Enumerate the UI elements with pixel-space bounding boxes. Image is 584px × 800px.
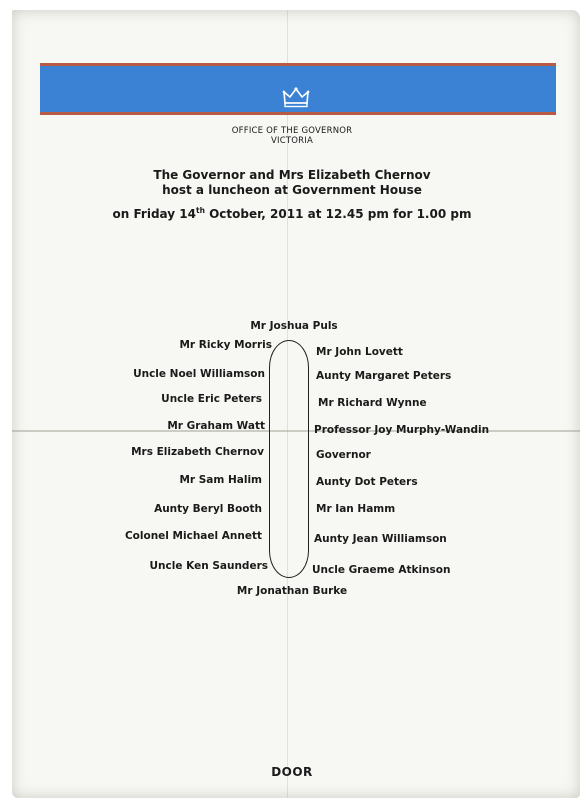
- guest-right-2: Aunty Margaret Peters: [316, 370, 452, 382]
- guest-right-8: Aunty Jean Williamson: [314, 533, 447, 545]
- office-state: VICTORIA: [271, 136, 313, 146]
- guest-left-4: Mr Graham Watt: [167, 420, 265, 432]
- guest-left-8: Colonel Michael Annett: [124, 530, 262, 542]
- guest-right-5: Governor: [316, 449, 371, 461]
- guest-left-1: Mr Ricky Morris: [179, 339, 272, 351]
- guest-left-6: Mr Sam Halim: [179, 474, 262, 486]
- invitation-line-2: host a luncheon at Government House: [162, 183, 422, 197]
- office-title: OFFICE OF THE GOVERNOR: [231, 126, 353, 136]
- guest-right-7: Mr Ian Hamm: [316, 503, 396, 515]
- guest-left-2: Uncle Noel Williamson: [133, 368, 265, 380]
- date-ordinal-suffix: th: [195, 206, 205, 215]
- guest-left-5: Mrs Elizabeth Chernov: [131, 446, 264, 458]
- guest-left-9: Uncle Ken Saunders: [149, 560, 268, 572]
- guest-left-3: Uncle Eric Peters: [161, 393, 262, 405]
- guest-right-6: Aunty Dot Peters: [316, 476, 418, 488]
- invitation-line-1: The Governor and Mrs Elizabeth Chernov: [153, 168, 431, 182]
- date-prefix: on Friday 14: [112, 207, 196, 221]
- guest-head-top: Mr Joshua Puls: [250, 320, 338, 332]
- guest-right-3: Mr Richard Wynne: [318, 397, 427, 409]
- dining-table: [269, 340, 309, 578]
- guest-right-9: Uncle Graeme Atkinson: [312, 564, 451, 576]
- guest-head-bottom: Mr Jonathan Burke: [236, 585, 348, 597]
- guest-right-4: Professor Joy Murphy-Wandin: [314, 424, 490, 436]
- door-label: DOOR: [271, 765, 313, 779]
- date-rest: October, 2011 at 12.45 pm for 1.00 pm: [204, 207, 472, 221]
- crown-icon: [282, 86, 310, 108]
- guest-left-7: Aunty Beryl Booth: [154, 503, 262, 515]
- guest-right-1: Mr John Lovett: [316, 346, 403, 358]
- event-date-line: [0, 206, 584, 221]
